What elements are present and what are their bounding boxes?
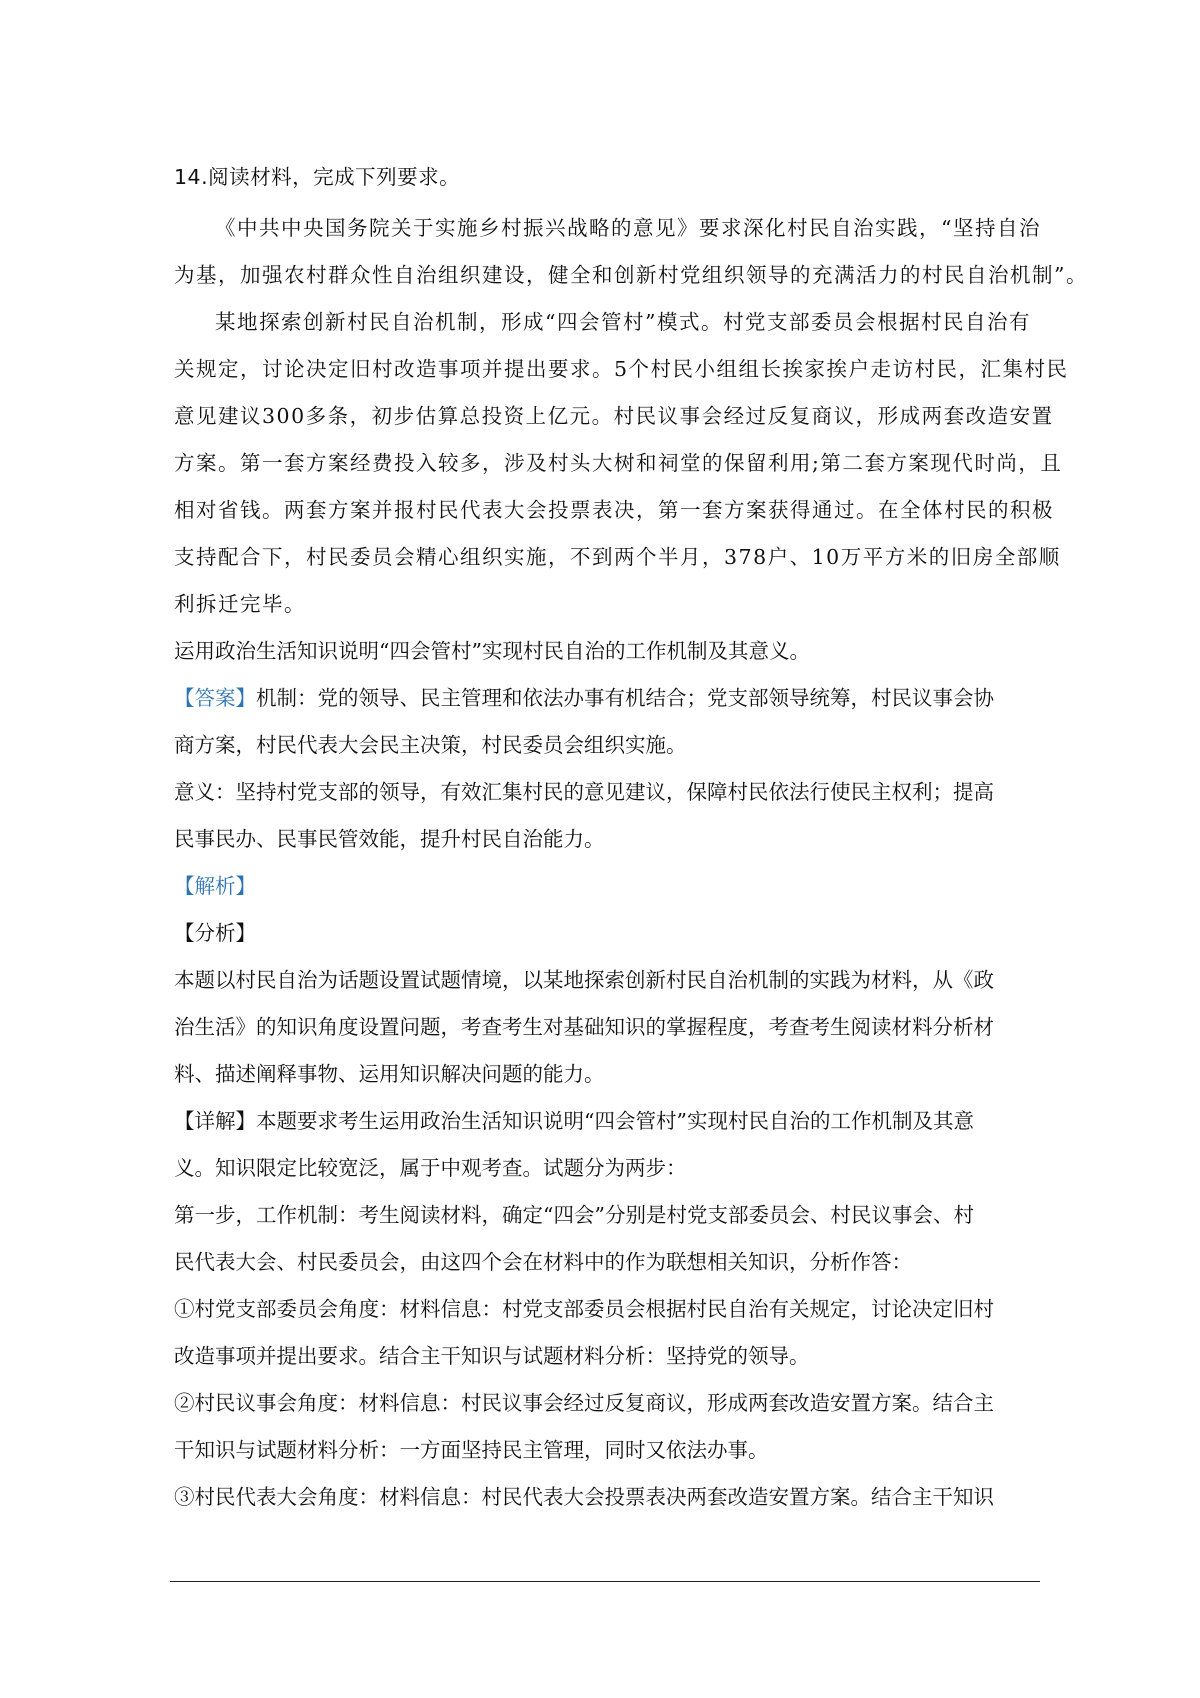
material-line: 《中共中央国务院关于实施乡村振兴战略的意见》要求深化村民自治实践，“坚持自治 [215,216,1041,240]
material-line: 相对省钱。两套方案并报村民代表大会投票表决，第一套方案获得通过。在全体村民的积极 [174,498,1054,522]
detail-line: 第一步，工作机制：考生阅读材料，确定“四会”分别是村党支部委员会、村民议事会、村 [174,1203,974,1227]
detail-line: ③村民代表大会角度：材料信息：村民代表大会投票表决两套改造安置方案。结合主干知识 [174,1485,994,1509]
question-prompt: 运用政治生活知识说明“四会管村”实现村民自治的工作机制及其意义。 [174,639,810,663]
fenxi-section [174,957,1040,1098]
detail-section [174,1098,1040,1521]
detail-line: 本题要求考生运用政治生活知识说明“四会管村”实现村民自治的工作机制及其意 [256,1109,974,1133]
material-line: 关规定，讨论决定旧村改造事项并提出要求。5个村民小组组长挨家挨户走访村民，汇集村民 [174,357,1069,381]
answer-text: 意义：坚持村党支部的领导，有效汇集村民的意见建议，保障村民依法行使民主权利；提高 [174,780,994,804]
fenxi-tag: 【分析】 [174,921,256,945]
detail-line: 干知识与试题材料分析：一方面坚持民主管理，同时又依法办事。 [174,1438,769,1462]
material-paragraph-2 [174,299,1069,628]
material-line: 方案。第一套方案经费投入较多，涉及村头大树和祠堂的保留利用;第二套方案现代时尚，且 [174,451,1063,475]
material-line: 利拆迁完毕。 [174,592,306,616]
answer-text: 商方案，村民代表大会民主决策，村民委员会组织实施。 [174,733,687,757]
detail-line: 民代表大会、村民委员会，由这四个会在材料中的作为联想相关知识，分析作答： [174,1250,912,1274]
material-line: 为基，加强农村群众性自治组织建设，健全和创新村党组织领导的充满活力的村民自治机制”。 [174,263,1088,287]
fenxi-line: 本题以村民自治为话题设置试题情境，以某地探索创新村民自治机制的实践为材料，从《政 [174,968,994,992]
fenxi-line: 料、描述阐释事物、运用知识解决问题的能力。 [174,1062,605,1086]
detail-tag: 【详解】 [174,1109,256,1133]
material-paragraph-1 [174,205,1088,299]
analysis-tag: 【解析】 [174,874,256,898]
answer-text: 民事民办、民事民管效能，提升村民自治能力。 [174,827,605,851]
detail-line: ①村党支部委员会角度：材料信息：村党支部委员会根据村民自治有关规定，讨论决定旧村 [174,1297,994,1321]
footer-divider [170,1581,1040,1582]
detail-line: ②村民议事会角度：材料信息：村民议事会经过反复商议，形成两套改造安置方案。结合主 [174,1391,994,1415]
answer-tag: 【答案】 [174,686,256,710]
detail-line: 改造事项并提出要求。结合主干知识与试题材料分析：坚持党的领导。 [174,1344,810,1368]
question-title: 14.阅读材料，完成下列要求。 [174,165,461,189]
answer-section [174,675,1040,863]
material-line: 支持配合下，村民委员会精心组织实施，不到两个半月，378户、10万平方米的旧房全部顺 [174,545,1061,569]
document-page [174,154,1088,1521]
detail-line: 义。知识限定比较宽泛，属于中观考查。试题分为两步： [174,1156,687,1180]
answer-text: 机制：党的领导、民主管理和依法办事有机结合；党支部领导统筹，村民议事会协 [256,686,994,710]
material-line: 意见建议300多条，初步估算总投资上亿元。村民议事会经过反复商议，形成两套改造安置 [174,404,1054,428]
fenxi-line: 治生活》的知识角度设置问题，考查考生对基础知识的掌握程度，考查考生阅读材料分析材 [174,1015,994,1039]
material-line: 某地探索创新村民自治机制，形成“四会管村”模式。村党支部委员会根据村民自治有 [215,310,1031,334]
